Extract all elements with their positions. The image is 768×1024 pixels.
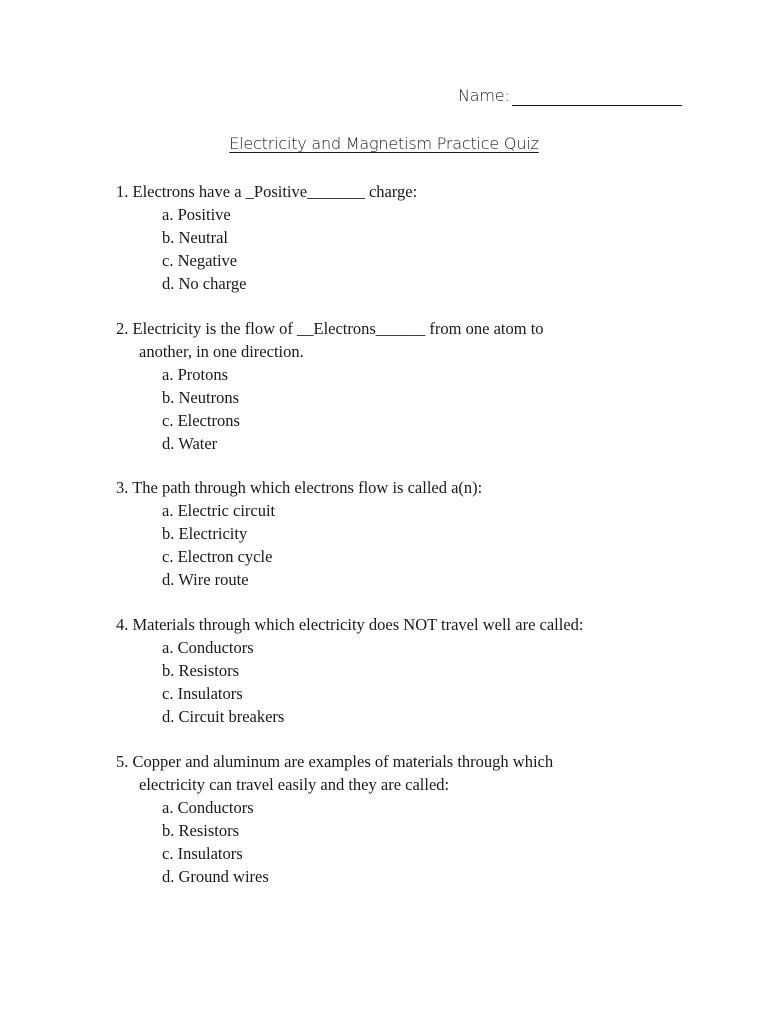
- question-5-option-a: a. Conductors: [162, 798, 254, 817]
- question-5-option-b: b. Resistors: [162, 821, 240, 840]
- name-blank-line: [512, 89, 682, 106]
- question-2-option-c: c. Electrons: [162, 411, 240, 430]
- question-3-text: 3. The path through which electrons flow is called a(n):: [116, 478, 483, 497]
- question-1-text: 1. Electrons have a _Positive_______ charge:: [116, 182, 418, 201]
- question-1-option-b: b. Neutral: [162, 228, 228, 247]
- question-1-option-c: c. Negative: [162, 251, 238, 270]
- question-4-option-a: a. Conductors: [162, 638, 254, 657]
- question-4-text: 4. Materials through which electricity does NOT travel well are called:: [116, 615, 584, 634]
- question-3-option-b: b. Electricity: [162, 524, 248, 543]
- question-3-option-d: d. Wire route: [162, 570, 249, 589]
- question-5-text: 5. Copper and aluminum are examples of materials through which: [116, 752, 554, 771]
- question-2-option-a: a. Protons: [162, 365, 228, 384]
- question-2: [116, 317, 544, 455]
- name-label: Name:: [458, 86, 510, 105]
- question-5: [116, 750, 553, 888]
- question-1: [116, 180, 417, 295]
- name-field: [458, 86, 682, 106]
- question-3-option-c: c. Electron cycle: [162, 547, 273, 566]
- quiz-title: Electricity and Magnetism Practice Quiz: [229, 134, 539, 153]
- question-1-option-d: d. No charge: [162, 274, 247, 293]
- question-5-text-continued: electricity can travel easily and they are called:: [139, 775, 450, 794]
- question-2-option-b: b. Neutrons: [162, 388, 239, 407]
- question-5-option-c: c. Insulators: [162, 844, 243, 863]
- question-4-option-c: c. Insulators: [162, 684, 243, 703]
- question-2-text-continued: another, in one direction.: [139, 342, 304, 361]
- question-4-option-b: b. Resistors: [162, 661, 240, 680]
- question-1-option-a: a. Positive: [162, 205, 231, 224]
- question-3: [116, 476, 482, 591]
- question-3-option-a: a. Electric circuit: [162, 501, 276, 520]
- question-2-text: 2. Electricity is the flow of __Electrons______ from one atom to: [116, 319, 544, 338]
- question-4: [116, 613, 584, 728]
- question-5-option-d: d. Ground wires: [162, 867, 269, 886]
- question-2-option-d: d. Water: [162, 434, 218, 453]
- question-4-option-d: d. Circuit breakers: [162, 707, 285, 726]
